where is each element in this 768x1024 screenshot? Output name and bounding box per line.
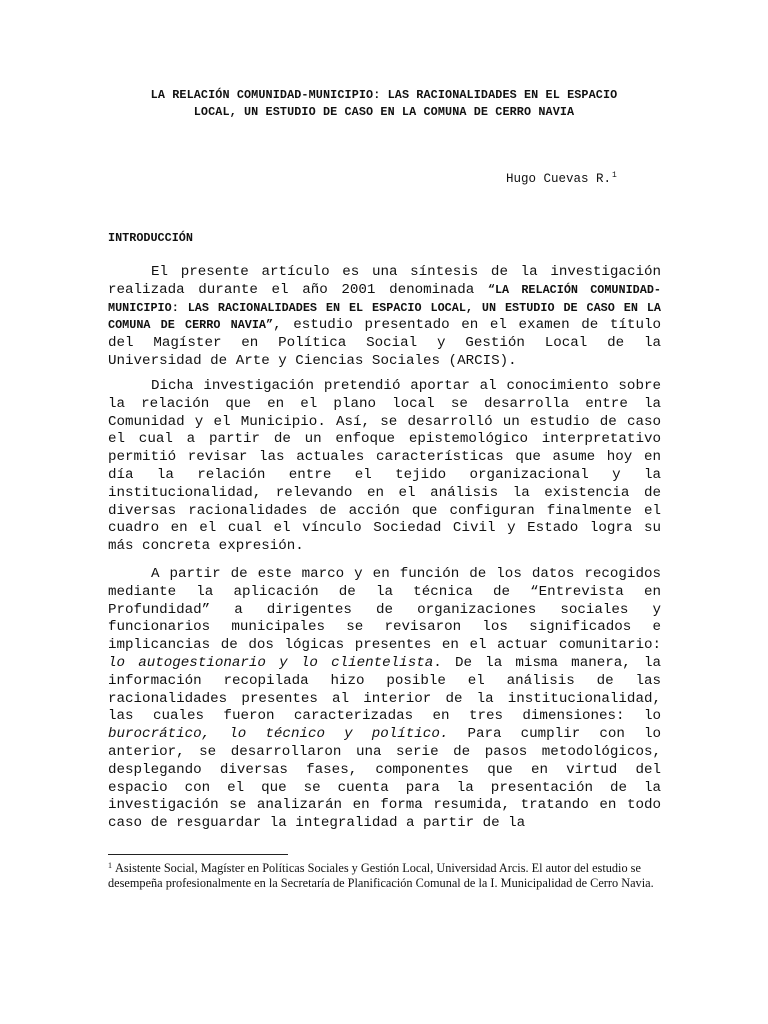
paragraph-3 [108,566,661,833]
footnote [108,858,668,891]
section-heading: INTRODUCCIÓN [108,231,193,245]
paragraph-2 [108,378,661,556]
document-title [100,87,668,121]
author-name: Hugo Cuevas R. [506,172,612,186]
paragraph-3-text-b: . De la misma manera, la información recopilada hizo posible el análisis de las racionalidades presentes al interior de la institucionalidad, las cuales fueron caracterizadas en tres dimensiones: lo [108,654,662,725]
paragraph-1-text-a: El presente artículo es una síntesis de la investigación realizada durante el año 2001 denominada [108,264,661,298]
paragraph-1 [108,264,661,371]
footnote-separator [108,854,288,855]
title-line-2: LOCAL, UN ESTUDIO DE CASO EN LA COMUNA DE CERRO NAVIA [193,105,575,119]
paragraph-1-quoted-title: “LA RELACIÓN COMUNIDAD-MUNICIPIO: LAS RACIONALIDADES EN EL ESPACIO LOCAL, UN ESTUDIO DE CASO EN LA COMUNA DE CERRO NAVIA” [108,282,661,333]
paragraph-3-text-a: A partir de este marco y en función de los datos recogidos mediante la aplicación de la técnica de “Entrevista en Profundidad” a dirigentes de organizaciones sociales y funcionarios municipales se revisaron los significados e implicancias de dos lógicas presentes en el actuar comunitario: [108,566,661,654]
paragraph-2-text: Dicha investigación pretendió aportar al conocimiento sobre la relación que en el plano local se desarrolla entre la Comunidad y el Municipio. Así, se desarrolló un estudio de caso el cual a partir de un enfoque epistemológico interpretativo permitió revisar las actuales características que asume hoy en día la relación entre el tejido organizacional y la institucionalidad, relevando en el análisis la existencia de diversas racionalidades de acción que configuran finalmente el cuadro en el cual el vínculo Sociedad Civil y Estado logra su más concreta expresión. [108,378,661,555]
author-line [506,168,617,187]
footnote-number: 1 [108,861,112,870]
footnote-text: Asistente Social, Magíster en Políticas Sociales y Gestión Local, Universidad Arcis. El autor del estudio se desempeña profesionalmente en la Secretaría de Planificación Comunal de la I. Municipalidad de Cerro Navia. [108,861,654,891]
author-footnote-ref: 1 [612,171,617,180]
title-line-1: LA RELACIÓN COMUNIDAD-MUNICIPIO: LAS RACIONALIDADES EN EL ESPACIO [150,88,618,102]
paragraph-1-text-b: , estudio presentado en el examen de título del Magíster en Política Social y Gestión Local de la Universidad de Arte y Ciencias Sociales (ARCIS). [108,317,661,369]
paragraph-3-italic-a: lo autogestionario y lo clientelista [108,654,434,671]
paragraph-3-text-c: Para cumplir con lo anterior, se desarrollaron una serie de pasos metodológicos, desplegando diversas fases, componentes que en virtud del espacio con el que se cuenta para la presentación de la investigación se analizarán en forma resumida, tratando en todo caso de resguardar la integralidad a partir de la [108,726,661,832]
paragraph-3-italic-b: burocrático, lo técnico y político. [108,726,449,743]
